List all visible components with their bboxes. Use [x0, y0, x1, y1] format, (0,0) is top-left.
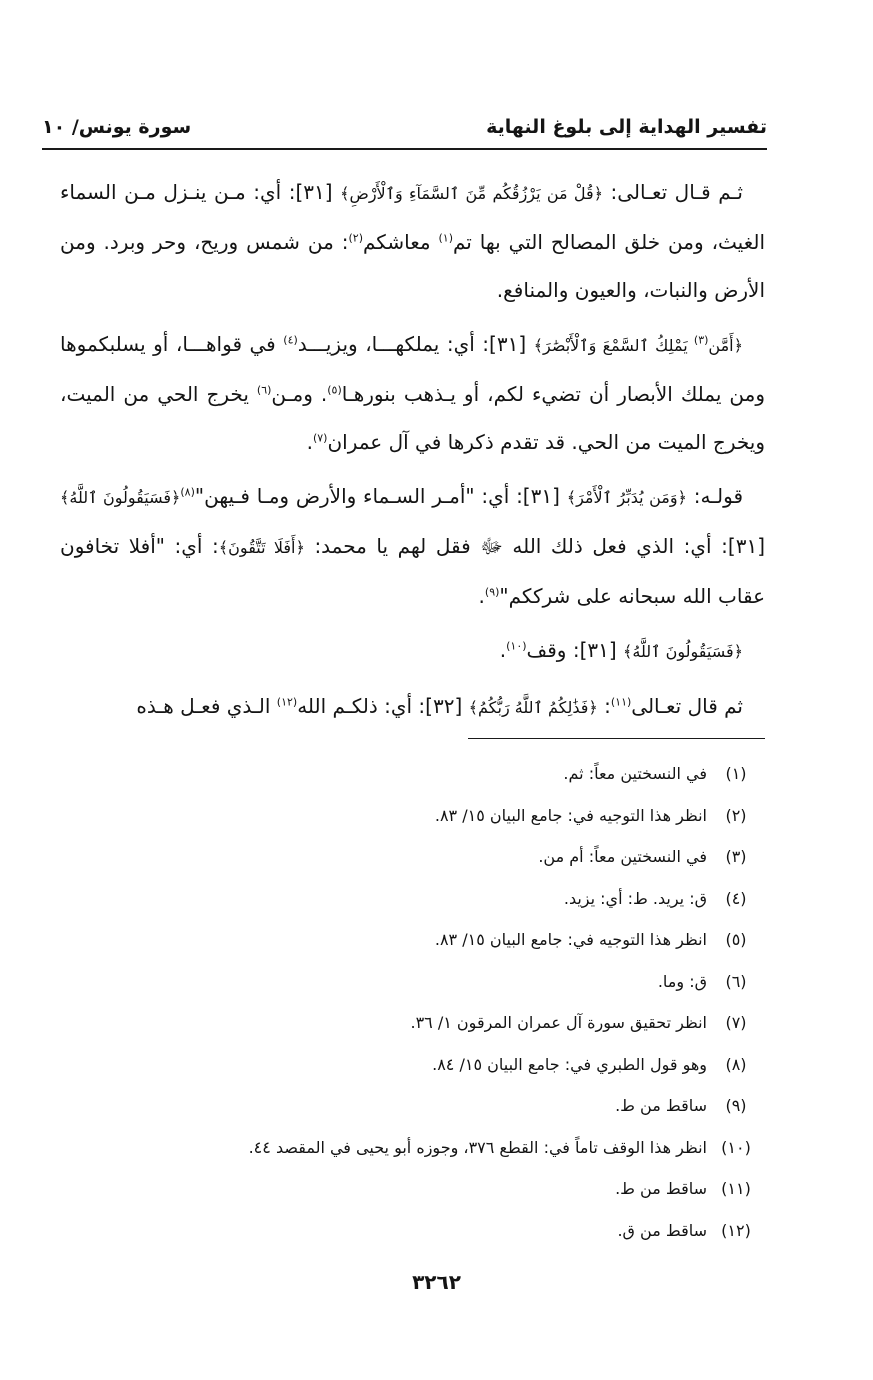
text-segment: قولـه:	[686, 484, 744, 508]
text-segment: [٣١]: أي: مـن ينـزل مـن السماء الغيث، ومن خلق المصالح التي بها تم	[60, 180, 765, 254]
footnote-ref: (٧)	[312, 431, 328, 445]
text-segment: في قواهـــا، أو يسلبكموها ومن يملك الأبصار أن تضيء لكم، أو يـذهب بنورهـا	[60, 332, 766, 406]
footnote-ref: (٨)	[180, 485, 195, 499]
quran-verse: ﴿فَذَٰلِكُمُ ٱللَّهُ رَبُّكُمُ﴾	[468, 698, 598, 717]
footnote-text: ساقط من ط.	[615, 1096, 707, 1115]
paragraph-2	[60, 320, 765, 466]
footnote-number: (٧)	[725, 1013, 747, 1032]
footnote-ref: (١٠)	[506, 639, 527, 653]
footnote-number: (١١)	[721, 1179, 751, 1198]
text-segment: : من شمس وريح، وحر وبرد. ومن الأرض والنبات، والعيون والمنافع.	[60, 230, 765, 302]
paragraph-3	[60, 472, 765, 620]
text-segment: ثـم قـال تعـالى:	[602, 180, 743, 204]
footnote-item	[60, 926, 765, 968]
quran-verse: يَمْلِكُ ٱلسَّمْعَ وَٱلْأَبْصَٰرَ﴾	[533, 336, 694, 355]
paragraph-4	[60, 626, 765, 676]
footnote-number: (١)	[725, 764, 747, 783]
header-rule	[42, 148, 767, 150]
footnote-ref: (١٢)	[276, 695, 298, 709]
running-header	[42, 112, 767, 148]
footnote-item	[60, 1009, 765, 1051]
quran-verse: ﴿أَفَلَا تَتَّقُونَ﴾	[218, 538, 305, 557]
footnote-ref: (٩)	[484, 585, 500, 599]
surah-title: سورة يونس/ ١٠	[42, 116, 192, 138]
text-segment: [٣١]: أي: يملكهـــا، ويزيـــد	[297, 332, 534, 356]
footnote-text: في النسختين معاً: أم من.	[538, 847, 707, 866]
footnote-text: ساقط من ط.	[615, 1179, 707, 1198]
text-segment: معاشكم	[362, 230, 439, 254]
footnote-item	[60, 1175, 765, 1217]
footnote-ref: (١)	[438, 231, 453, 245]
text-segment: .	[499, 638, 507, 662]
footnote-number: (٨)	[725, 1054, 747, 1074]
page-number: ٣٢٦٢	[412, 1270, 461, 1294]
footnote-number: (٣)	[725, 847, 747, 866]
footnote-item	[60, 1092, 765, 1134]
footnote-item	[60, 760, 765, 802]
footnote-ref: (١١)	[610, 695, 632, 709]
text-segment: .	[478, 584, 485, 608]
footnote-number: (٩)	[725, 1096, 747, 1115]
quran-verse: ﴿فَسَيَقُولُونَ ٱللَّهُ﴾	[623, 642, 743, 661]
text-segment: [٣١]: أي: الذي فعل ذلك الله ﷻ فقل لهم يا محمد:	[304, 534, 765, 558]
footnote-ref: (٥)	[327, 383, 342, 397]
footnote-text: في النسختين معاً: ثم.	[563, 764, 707, 783]
footnote-text: ق: وما.	[657, 971, 707, 991]
footnote-item	[60, 968, 765, 1010]
footnote-text: انظر تحقيق سورة آل عمران المرقون ١/ ٣٦.	[410, 1013, 707, 1032]
footnote-ref: (٣)	[693, 333, 709, 347]
footnote-number: (١٢)	[721, 1220, 751, 1240]
text-segment: [٣١]: أي: "أمـر السـماء والأرض ومـا فـيهن"	[194, 484, 567, 508]
quran-verse: ﴿وَمَن يُدَبِّرُ ٱلْأَمْرَ﴾	[566, 488, 687, 507]
text-segment: [٣١]: وقف	[526, 638, 624, 662]
footnote-number: (٥)	[725, 930, 747, 949]
text-segment: ثم قال تعـالى	[631, 694, 743, 718]
footnote-item	[60, 885, 765, 927]
text-segment: : أي: "أفلا تخافون عقاب الله سبحانه على شرككم"	[60, 534, 765, 608]
footnote-item	[60, 802, 765, 844]
footnote-ref: (٦)	[256, 383, 272, 397]
text-segment: :	[597, 694, 611, 718]
quran-verse: ﴿قُلْ مَن يَرْزُقُكُم مِّنَ ٱلسَّمَآءِ وَٱلْأَرْضِ﴾	[340, 184, 603, 203]
footnote-item	[60, 1134, 765, 1176]
footnote-item	[60, 1051, 765, 1093]
footnote-number: (١٠)	[721, 1137, 751, 1157]
footnote-text: ق: يريد. ط: أي: يزيد.	[563, 888, 707, 908]
text-segment: يخرج الحي من الميت، ويخرج الميت من الحي. قد تقدم ذكرها في آل عمران	[60, 382, 765, 454]
footnote-ref: (٤)	[283, 333, 298, 347]
text-segment: [٣٢]: أي: ذلكـم الله	[297, 694, 469, 718]
footnote-item	[60, 1217, 765, 1259]
text-segment: الـذي فعـل هـذه	[136, 694, 277, 718]
footnote-number: (٢)	[725, 805, 747, 825]
footnote-text: ساقط من ق.	[617, 1220, 707, 1240]
main-text	[60, 168, 765, 732]
quran-verse: ﴿أَمَّن	[708, 336, 743, 355]
text-segment: . ومـن	[271, 382, 328, 406]
paragraph-5	[60, 682, 765, 732]
footnote-number: (٤)	[725, 888, 747, 908]
book-title: تفسير الهداية إلى بلوغ النهاية	[486, 116, 767, 138]
footnote-text: انظر هذا الوقف تاماً في: القطع ٣٧٦، وجوزه أبو يحيى في المقصد ٤٤.	[248, 1137, 707, 1157]
paragraph-1	[60, 168, 765, 314]
footnote-item	[60, 843, 765, 885]
footnote-text: انظر هذا التوجيه في: جامع البيان ١٥/ ٨٣.	[434, 805, 707, 825]
footnote-text: وهو قول الطبري في: جامع البيان ١٥/ ٨٤.	[432, 1054, 707, 1074]
quran-verse: ﴿فَسَيَقُولُونَ ٱللَّهُ﴾	[60, 488, 181, 507]
footnote-ref: (٢)	[348, 231, 363, 245]
footnotes	[60, 760, 765, 1258]
footnote-text: انظر هذا التوجيه في: جامع البيان ١٥/ ٨٣.	[434, 930, 707, 949]
footnote-number: (٦)	[725, 971, 747, 991]
footnote-rule	[468, 738, 765, 739]
text-segment: .	[306, 430, 313, 454]
